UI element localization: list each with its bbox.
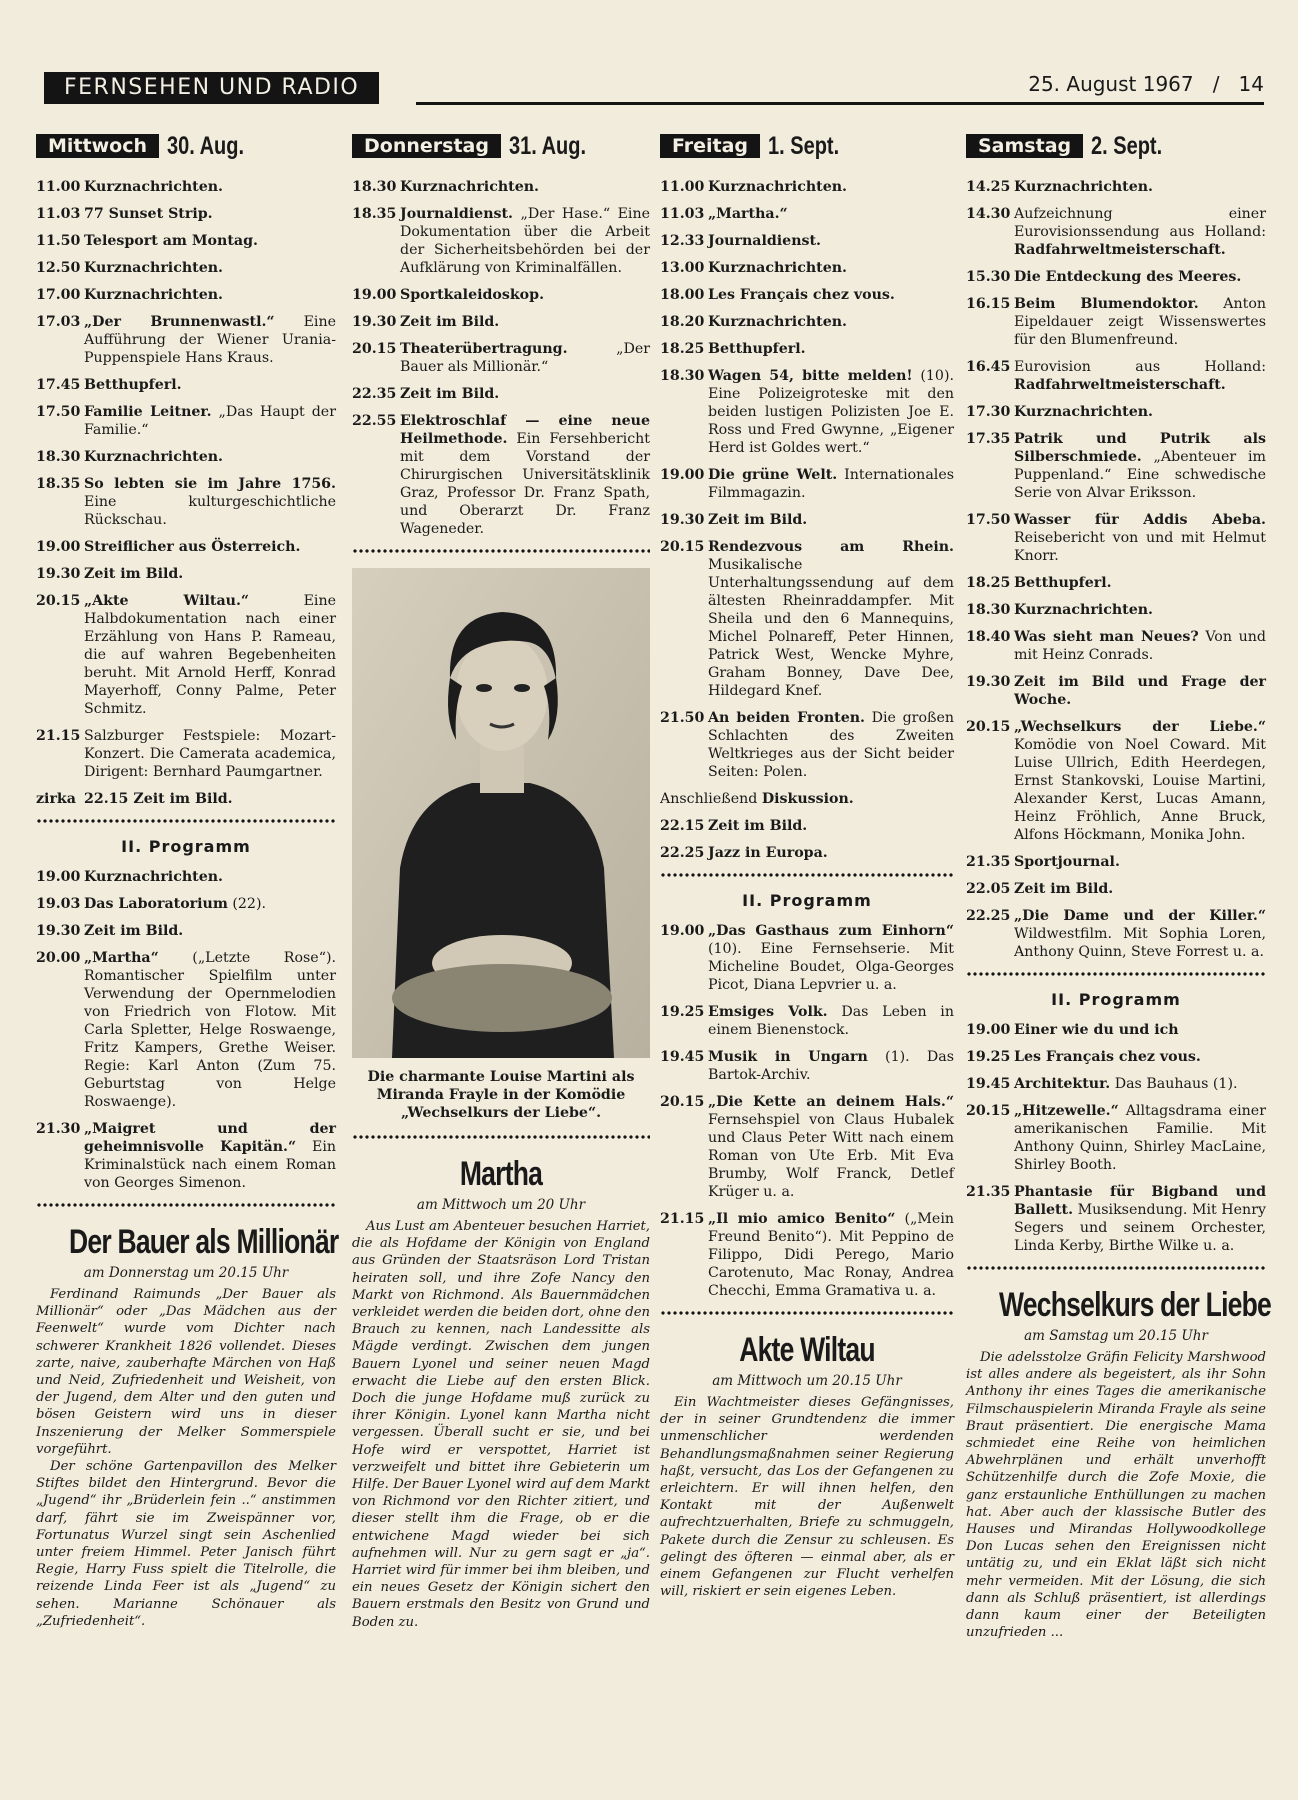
entry-highlight: Radfahrweltmeisterschaft. [1014,242,1226,258]
feature-wiltau [660,1330,954,1600]
feature-body [966,1349,1266,1641]
entry-title: Kurznachrichten. [1014,602,1153,618]
entry-time: 19.00 [660,923,705,939]
day-date: 31. Aug. [508,132,587,160]
program-entry [966,1048,1266,1066]
entry-highlight: Radfahrweltmeisterschaft. [1014,377,1226,393]
entry-time: 11.50 [36,233,81,249]
entry-time: 17.50 [36,404,81,420]
entry-time: 19.00 [36,539,81,555]
day-label: Freitag [660,134,760,158]
entry-description: Aufzeichnung einer Eurovisionssendung aus Holland: [1014,206,1266,240]
entry-description: („Letzte Rose“). Romantischer Spielfilm unter Verwendung der Opernmelodien von Friedrich von Flotow. Mit Carla Spletter, Helge Roswaenge, Fritz Kampers, Grethe Weiser. Regie: Karl Anton (Zum 75. Geburtstag von Helge Roswaenge). [84,950,336,1110]
entry-time: 18.20 [660,314,705,330]
dotted-divider [36,818,336,824]
entry-time: zirka [36,791,76,807]
entry-description: Komödie von Noel Coward. Mit Luise Ullrich, Edith Heerdegen, Ernst Stankovski, Louise Martini, Alexander Kerst, Lucas Amann, Heinz Fröhlich, Anne Bruck, Alfons Höckmann, Monika John. [1014,737,1266,843]
feature-title: Wechselkurs der Liebe [999,1286,1272,1324]
entry-title: Kurznachrichten. [708,314,847,330]
entry-title: „Der Brunnenwastl.“ [84,314,275,330]
feature-body [352,1218,650,1631]
day-date: 1. Sept. [768,132,840,160]
program-entry [966,178,1266,196]
feature-wechselkurs [966,1285,1272,1641]
entry-title: „Maigret und der geheimnisvolle Kapitän.“ [84,1121,336,1155]
entry-title: Kurznachrichten. [84,287,223,303]
program-entry [966,295,1266,349]
dotted-divider [660,872,954,878]
entry-time: 17.03 [36,314,81,330]
program-entry [966,673,1266,709]
entry-title: Was sieht man Neues? [1014,629,1199,645]
entry-title: „Die Kette an deinem Hals.“ [708,1094,954,1110]
section-title: FERNSEHEN UND RADIO [44,72,379,104]
program-entry [36,376,336,394]
program-entry [36,949,336,1111]
entry-description: Salzburger Festspiele: Mozart-Konzert. Die Camerata academica, Dirigent: Bernhard Paumgartner. [84,728,336,780]
issue-date-page [1020,72,1264,96]
entry-title: Kurznachrichten. [400,179,539,195]
entry-title: Einer wie du und ich [1014,1022,1179,1038]
entry-time: 18.35 [352,206,397,222]
entry-title: Musik in Ungarn [708,1049,868,1065]
program-entry [36,286,336,304]
entry-time: 19.30 [966,674,1011,690]
entry-title: Sportkaleidoskop. [400,287,545,303]
entry-title: Wasser für Addis Abeba. [1014,512,1266,528]
program-entry [660,1048,954,1084]
entry-time: 21.35 [966,854,1011,870]
feature-paragraph: Die adelsstolze Gräfin Felicity Marshwood ist alles andere als begeistert, als ihr Sohn Anthony ihr eines Tages die amerikanische Filmschauspielerin Miranda Frayle als seine Braut präsentiert. Die energische Mama schmiedet eine Reihe von heimlichen Abwehrplänen und erhält unverhofft Schützenhilfe durch die Zofe Moxie, die ganz erstaunliche Enthüllungen zu machen hat. Aber auch der klassische Butler des Hauses und Mirandas Hollywoodkollege Don Lucas sehen den Ereignissen nicht untätig zu, und ein Eklat läßt sich nicht mehr vermeiden. Mit der Lösung, die sich dann als Schluß präsentiert, ist allerdings dann kaum einer der Beteiligten unzufrieden ... [966,1350,1266,1641]
entry-title: Rendezvous am Rhein. [708,539,954,555]
entry-title: Kurznachrichten. [1014,404,1153,420]
entry-time: 11.00 [660,179,705,195]
entry-time: 17.50 [966,512,1011,528]
entry-time: 18.00 [660,287,705,303]
entry-time: 18.25 [966,575,1011,591]
entry-description: („Mein Freund Benito“). Mit Peppino de Filippo, Didi Perego, Mario Carotenuto, Mac Ronay, Andrea Checchi, Emma Gramativa u. a. [708,1211,955,1299]
entry-time: 17.30 [966,404,1011,420]
entry-title: Zeit im Bild. [1014,881,1114,897]
entry-title: Zeit im Bild. [84,923,184,939]
entry-title: 22.15 Zeit im Bild. [84,791,233,807]
entry-title: Kurznachrichten. [84,260,223,276]
program-entry [660,313,954,331]
entry-title: Zeit im Bild und Frage der Woche. [1014,674,1266,708]
feature-title: Martha [459,1155,543,1193]
entry-time: 20.15 [966,719,1011,735]
entry-time: 19.00 [352,287,397,303]
feature-paragraph: Ein Wachtmeister dieses Gefängnisses, der in seiner Grundtendenz die immer unmenschlicher werdenden Behandlungsmaßnahmen seiner Regierung haßt, versucht, das Los der Gefangenen zu erleichtern. Er will ihnen helfen, den Kontakt mit der Außenwelt aufrechtzuerhalten, Briefe zu schmuggeln, Pakete durch die Zensur zu schleusen. Es gelingt des öfteren — einmal aber, als er einem Gefangenen zur Flucht verhelfen will, riskiert er sein eigenes Leben. [660,1395,954,1600]
entry-title: Zeit im Bild. [84,566,184,582]
day-heading-saturday [966,134,1266,166]
program-list-thursday [352,178,650,538]
entry-title: Telesport am Montag. [84,233,258,249]
entry-title: Elektroschlaf — eine neue Heilmethode. [400,413,650,447]
entry-time: 20.15 [966,1103,1011,1119]
day-heading-wednesday [36,134,336,166]
feature-subtitle: am Mittwoch um 20 Uhr [416,1197,586,1213]
entry-title: Betthupferl. [1014,575,1112,591]
entry-title: Die Entdeckung des Meeres. [1014,269,1242,285]
program-entry [36,448,336,466]
entry-description: Reisebericht von und mit Helmut Knorr. [1014,530,1266,564]
entry-time: 17.35 [966,431,1011,447]
entry-time: 19.30 [36,923,81,939]
entry-time: 19.03 [36,896,81,912]
entry-time: 19.25 [966,1049,1011,1065]
entry-time: 22.55 [352,413,397,429]
entry-time: 17.45 [36,377,81,393]
program-entry [352,205,650,277]
entry-description: (1). Das Bartok-Archiv. [708,1049,954,1083]
entry-time: 21.50 [660,710,705,726]
entry-title: Phantasie für Bigband und Ballett. [1014,1184,1266,1218]
entry-title: „Martha“ [84,950,159,966]
entry-title: Kurznachrichten. [84,179,223,195]
entry-description: „Das Haupt der Familie.“ [84,404,336,438]
entry-title: „Wechselkurs der Liebe.“ [1014,719,1266,735]
program-entry [36,922,336,940]
entry-title: „Martha.“ [708,206,788,222]
day-label: Samstag [966,134,1083,158]
entry-description: Von und mit Heinz Conrads. [1014,629,1266,663]
entry-time: 17.00 [36,287,81,303]
entry-description: Musiksendung. Mit Henry Segers und seinem Orchester, Linda Kerby, Birthe Wilke u. a. [1014,1202,1266,1254]
entry-time: 18.30 [36,449,81,465]
entry-title: Zeit im Bild. [400,386,500,402]
program-entry [660,922,954,994]
entry-description: Fernsehspiel von Claus Hubalek und Claus Peter Witt nach einem Roman von Ute Erb. Mit Eva Brumby, Wolf Franck, Detlef Krüger u. a. [708,1112,954,1200]
program-entry [966,268,1266,286]
entry-time: 14.30 [966,206,1011,222]
program-entry [36,313,336,367]
program-entry [966,1021,1266,1039]
entry-title: Kurznachrichten. [84,869,223,885]
entry-title: Les Français chez vous. [1014,1049,1201,1065]
entry-description: Eurovision aus Holland: [1014,359,1266,375]
program-entry [36,790,336,808]
program-entry [966,628,1266,664]
entry-time: 11.03 [36,206,81,222]
program-entry [660,1093,954,1201]
program-entry [36,259,336,277]
entry-title: „Das Gasthaus zum Einhorn“ [708,923,954,939]
day-label: Mittwoch [36,134,159,158]
program-list-wednesday [36,178,336,808]
entry-description: Ein Fersehbericht mit dem Vorstand der Chirurgischen Universitätsklinik Graz, Professor Dr. Franz Spath, und Oberarzt Dr. Franz Wageneder. [400,431,650,537]
entry-title: Zeit im Bild. [400,314,500,330]
program-entry [966,358,1266,394]
feature-title: Akte Wiltau [739,1331,875,1369]
program-entry [660,1210,954,1300]
program-entry [966,853,1266,871]
program-entry [660,709,954,781]
program-entry [352,313,650,331]
program-entry [352,340,650,376]
entry-title: Beim Blumendoktor. [1014,296,1199,312]
column-friday [660,134,954,1600]
feature-subtitle: am Mittwoch um 20.15 Uhr [712,1373,902,1389]
column-thursday [352,134,650,1631]
program-entry [966,880,1266,898]
entry-time: 19.25 [660,1004,705,1020]
program-entry [660,538,954,700]
entry-time: 18.30 [660,368,705,384]
entry-title: Zeit im Bild. [708,818,808,834]
program-entry [36,403,336,439]
entry-title: „Akte Wiltau.“ [84,593,250,609]
dotted-divider [352,1134,650,1140]
feature-martha [352,1154,650,1631]
entry-description: (10). Eine Polizeigroteske mit den beiden lustigen Polizisten Joe E. Ross und Fred Gwynne, „Eigener Herd ist Goldes wert.“ [708,368,954,456]
entry-time: 12.33 [660,233,705,249]
entry-title: Jazz in Europa. [708,845,828,861]
program-entry [966,1102,1266,1174]
entry-time: 19.30 [352,314,397,330]
entry-time: 19.00 [36,869,81,885]
program-entry [36,205,336,223]
program2-heading: II. Programm [121,837,251,856]
dotted-divider [36,1202,336,1208]
program-entry [352,412,650,538]
program-list-friday [660,178,954,862]
entry-title: Betthupferl. [708,341,806,357]
entry-title: Patrik und Putrik als Silberschmiede. [1014,431,1266,465]
column-saturday [966,132,1272,1641]
program-entry [36,895,336,913]
program-entry [966,1075,1266,1093]
entry-highlight: Diskussion. [761,791,854,807]
entry-description: „Der Bauer als Millionär.“ [400,341,650,375]
entry-description: Ein Kriminalstück nach einem Roman von Georges Simenon. [84,1139,336,1191]
entry-title: Zeit im Bild. [708,512,808,528]
program-entry [660,511,954,529]
program2-list-saturday [966,1021,1266,1255]
dotted-divider [352,548,650,554]
column-wednesday [36,132,339,1630]
program-entry [36,232,336,250]
entry-title: So lebten sie im Jahre 1756. [84,476,336,492]
entry-description: Das Bauhaus (1). [1110,1076,1238,1092]
day-heading-friday [660,134,954,166]
entry-description: Das Leben in einem Bienenstock. [708,1004,954,1038]
entry-time: 21.15 [660,1211,705,1227]
entry-time: 18.35 [36,476,81,492]
entry-description: Eine Halbdokumentation nach einer Erzählung von Hans P. Rameau, die auf wahren Begebenheiten beruht. Mit Arnold Herff, Konrad Mayerhoff, Conny Palme, Peter Schmitz. [84,593,336,717]
entry-time: 16.15 [966,296,1011,312]
feature-body [36,1286,336,1630]
entry-time: 13.00 [660,260,705,276]
entry-time: 18.30 [352,179,397,195]
entry-title: Das Laboratorium [84,896,228,912]
program-entry [352,385,650,403]
entry-title: Sportjournal. [1014,854,1120,870]
program2-heading: II. Programm [1051,990,1181,1009]
entry-time: 18.40 [966,629,1011,645]
entry-description: Internationales Filmmagazin. [708,467,954,501]
masthead-rule [416,102,1264,105]
program-entry [660,259,954,277]
program-entry [966,907,1266,961]
program-entry [36,565,336,583]
entry-description: Eine Aufführung der Wiener Urania-Puppenspiele Hans Kraus. [84,314,336,366]
feature-subtitle: am Donnerstag um 20.15 Uhr [83,1265,289,1281]
entry-title: Kurznachrichten. [84,449,223,465]
program-entry [660,790,954,808]
program-entry [966,718,1266,844]
entry-description: (10). Eine Fernsehserie. Mit Micheline Boudet, Olga-Georges Picot, Diana Lepvrier u. a. [708,941,954,993]
entry-time: 22.25 [660,845,705,861]
entry-time: 19.45 [660,1049,705,1065]
feature-subtitle: am Samstag um 20.15 Uhr [1024,1328,1208,1344]
program-entry [36,538,336,556]
program-list-saturday [966,178,1266,961]
dotted-divider [966,971,1266,977]
entry-title: Journaldienst. [400,206,513,222]
entry-title: Theaterübertragung. [400,341,568,357]
day-date: 2. Sept. [1091,132,1163,160]
entry-description: Wildwestfilm. Mit Sophia Loren, Anthony Quinn, Steve Forrest u. a. [1014,926,1266,960]
feature-bauer [36,1222,339,1630]
entry-time: 15.30 [966,269,1011,285]
program-entry [660,205,954,223]
issue-date: 25. August 1967 [1028,72,1194,96]
program2-heading: II. Programm [742,891,872,910]
entry-title: „Die Dame und der Killer.“ [1014,908,1266,924]
program-entry [660,1003,954,1039]
entry-time: 18.30 [966,602,1011,618]
entry-title: Wagen 54, bitte melden! [708,368,913,384]
entry-time: 20.00 [36,950,81,966]
page-number: 14 [1238,72,1264,96]
entry-description: Alltagsdrama einer amerikanischen Familie. Mit Anthony Quinn, Shirley MacLaine, Shirley Booth. [1014,1103,1266,1173]
program-entry [966,601,1266,619]
program-entry [660,232,954,250]
feature-paragraph: Aus Lust am Abenteuer besuchen Harriet, die als Hofdame der Königin von England aus Gründen der Staatsräson Lord Tristan heiraten soll, und ihre Zofe Nancy den Markt von Richmond. Als Bauernmädchen verkleidet werden die beiden dort, ohne den Brauch zu kennen, nach Landessitte als Mägde verdingt. Zwischen dem jungen Bauern Lyonel und seiner neuen Magd erwacht die Liebe auf den ersten Blick. Doch die junge Hofdame muß zurück zu ihrer Königin. Lyonel kann Martha nicht vergessen. Überall sucht er sie, und bei Hofe wird er verspottet, Harriet ist verzweifelt und bittet ihre Gebieterin um Hilfe. Der Bauer Lyonel wird auf dem Markt von Richmond vor den Richter zitiert, und dieser stellt ihm die Frage, ob er die entwichene Magd wieder bei sich aufnehmen will. Nur zu gern sagt er „ja“. Harriet wird für immer bei ihm bleiben, und ein neues Gesetz der Königin sichert den Bauern erstmals den Besitz von Grund und Boden zu. [352,1219,650,1630]
program-entry [966,403,1266,421]
entry-time: 18.25 [660,341,705,357]
entry-time: 21.15 [36,728,81,744]
program-entry [966,511,1266,565]
program-entry [352,178,650,196]
entry-title: Kurznachrichten. [1014,179,1153,195]
dotted-divider [966,1265,1266,1271]
entry-time: 16.45 [966,359,1011,375]
entry-time: 19.30 [660,512,705,528]
entry-title: Die grüne Welt. [708,467,838,483]
entry-title: Journaldienst. [708,233,821,249]
entry-time: 20.15 [36,593,81,609]
entry-description: Eine kulturgeschichtliche Rückschau. [84,494,336,528]
program-entry [966,574,1266,592]
date-page-separator: / [1212,72,1220,96]
entry-description: Anschließend [660,791,762,807]
photo-caption: Die charmante Louise Martini als Miranda Frayle in der Komödie „Wechselkurs der Liebe“. [367,1069,635,1121]
feature-paragraph: Der schöne Gartenpavillon des Melker Stiftes bildet den Hintergrund. Bevor die „Jugend“ ihr „Brüderlein fein ..“ anstimmen darf, fährt sie im Zweispänner vor, Fortunatus Wurzel singt sein Aschenlied unter freiem Himmel. Peter Janisch führt Regie, Harry Fuss spielt die Titelrolle, die reizende Linda Feer ist als „Jugend“ zu sehen. Marianne Schönauer als „Zufriedenheit“. [36,1459,336,1629]
entry-title: Streiflicher aus Österreich. [84,539,301,555]
entry-time: 22.25 [966,908,1011,924]
program-entry [36,868,336,886]
entry-time: 20.15 [660,539,705,555]
entry-time: 21.35 [966,1184,1011,1200]
program-entry [660,286,954,304]
program-entry [36,1120,336,1192]
entry-description: Anton Eipeldauer zeigt Wissenswertes für den Blumenfreund. [1014,296,1266,348]
entry-title: Familie Leitner. [84,404,212,420]
entry-time: 20.15 [660,1094,705,1110]
entry-time: 12.50 [36,260,81,276]
entry-title: „Hitzewelle.“ [1014,1103,1119,1119]
entry-time: 19.00 [660,467,705,483]
portrait-illustration [352,568,650,1058]
program-entry [352,286,650,304]
entry-title: Architektur. [1014,1076,1111,1092]
entry-description: „Der Hase.“ Eine Dokumentation über die Arbeit der Sicherheitsbehörden bei der Aufklärung von Kriminalfällen. [400,206,650,276]
program-entry [660,178,954,196]
entry-title: Kurznachrichten. [708,260,847,276]
portrait-photo [352,568,650,1058]
entry-title: 77 Sunset Strip. [84,206,213,222]
entry-description: Die großen Schlachten des Zweiten Weltkrieges aus der Sicht beider Seiten: Polen. [708,710,954,780]
program-entry [36,475,336,529]
entry-time: 19.30 [36,566,81,582]
program-entry [660,340,954,358]
entry-time: 11.03 [660,206,705,222]
entry-time: 11.00 [36,179,81,195]
program-entry [660,844,954,862]
entry-title: Emsiges Volk. [708,1004,828,1020]
entry-title: Betthupferl. [84,377,182,393]
day-date: 30. Aug. [166,132,245,160]
day-heading-thursday [352,134,650,166]
feature-body [660,1394,954,1600]
program-entry [36,592,336,718]
program-entry [36,178,336,196]
entry-description: Musikalische Unterhaltungssendung auf dem ältesten Rheinraddampfer. Mit Sheila und den 6 Mannequins, Michel Polnareff, Peter Hinnen, Patrick West, Wencke Myhre, Graham Bonney, Dave Dee, Hildegard Knef. [708,557,954,699]
entry-title: Kurznachrichten. [708,179,847,195]
entry-time: 14.25 [966,179,1011,195]
entry-description: (22). [227,896,267,912]
entry-title: An beiden Fronten. [708,710,865,726]
masthead [44,72,1264,106]
program-entry [966,430,1266,502]
program-entry [660,817,954,835]
program2-list-friday [660,922,954,1300]
entry-title: Les Français chez vous. [708,287,895,303]
entry-description: „Abenteuer im Puppenland.“ Eine schwedische Serie von Alvar Eriksson. [1014,449,1266,501]
entry-title: „Il mio amico Benito“ [708,1211,896,1227]
entry-time: 22.15 [660,818,705,834]
day-label: Donnerstag [352,134,501,158]
program-entry [966,1183,1266,1255]
feature-paragraph: Ferdinand Raimunds „Der Bauer als Millionär“ oder „Das Mädchen aus der Feenwelt“ wurde vom Dichter nach schwerer Krankheit 1826 vollendet. Dieses zarte, naive, zauberhafte Märchen von Haß und Neid, Zufriedenheit und Weisheit, von der Jugend, dem Alter und den guten und bösen Geistern wird uns in dieser Inszenierung der Melker Sommerspiele vorgeführt. [36,1287,336,1457]
program-entry [660,466,954,502]
feature-title: Der Bauer als Millionär [69,1223,339,1261]
entry-time: 20.15 [352,341,397,357]
entry-time: 21.30 [36,1121,81,1137]
program2-list-wednesday [36,868,336,1192]
program-entry [966,205,1266,259]
program-entry [660,367,954,457]
entry-time: 22.35 [352,386,397,402]
entry-time: 19.00 [966,1022,1011,1038]
dotted-divider [660,1310,954,1316]
entry-time: 19.45 [966,1076,1011,1092]
program-entry [36,727,336,781]
entry-time: 22.05 [966,881,1011,897]
